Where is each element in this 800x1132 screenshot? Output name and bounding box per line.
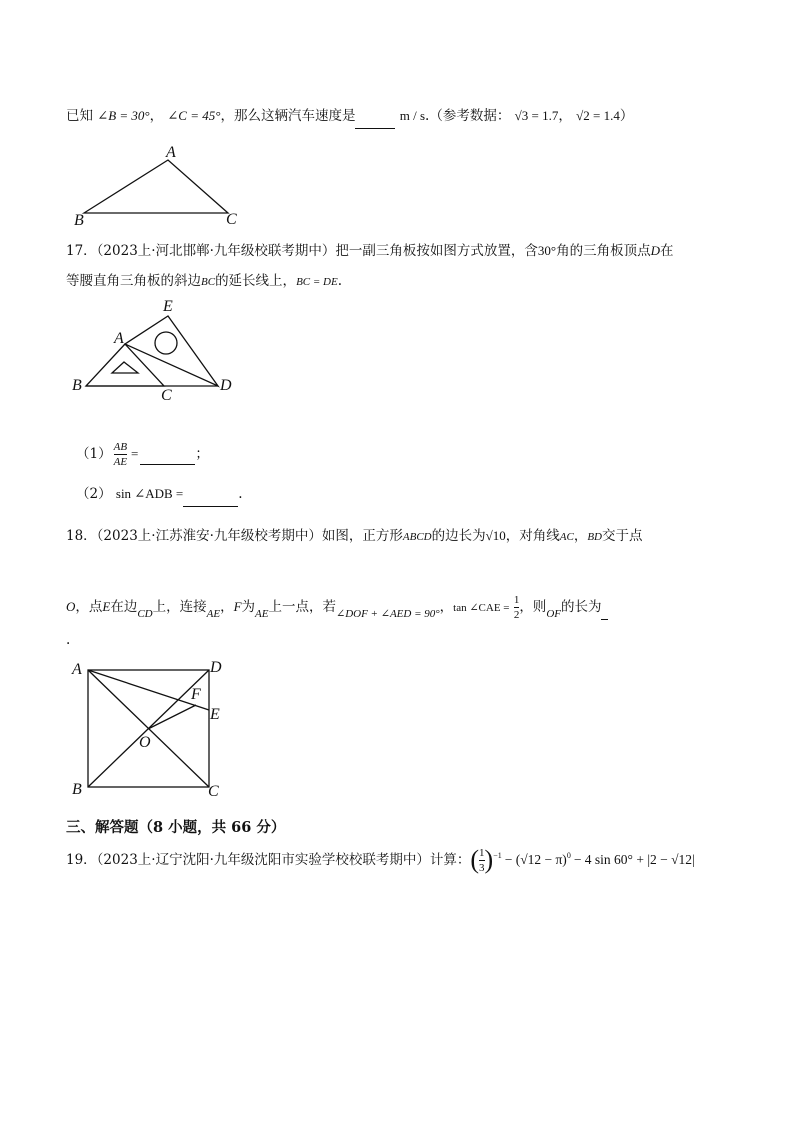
tan-cae: tan ∠CAE = xyxy=(453,602,510,614)
fraction-one-half: $\frac{1}{2}$ xyxy=(513,594,520,621)
q18-line2: O，点E在边$_{CD}$上，连接$_{AE}$，F为$_{AE}$上一点，若$_{\angle DOF + \angle AED = 90^\circ}$，tan ∠CAE = $\frac{1}{2}$ ，则$_{OF}$的长为 xyxy=(66,593,608,624)
fig18-label-d: D xyxy=(210,659,222,676)
segment-bc: BC xyxy=(201,276,216,288)
diagonal-bd: BD xyxy=(587,531,602,543)
fig17-label-b: B xyxy=(72,377,82,394)
segment-ae-2: AE xyxy=(255,608,269,620)
fig18-label-c: C xyxy=(208,783,219,800)
q17-line2: 等腰直角三角板的斜边BC的延长线上，BC = DE. xyxy=(66,273,343,289)
fig18-label-a: A xyxy=(72,661,82,678)
sin-adb: sin ∠ADB = xyxy=(115,486,184,501)
angle-condition: ∠DOF + ∠AED = 90° xyxy=(335,608,440,620)
fig16-label-a: A xyxy=(166,144,176,161)
segment-of: OF xyxy=(546,608,561,620)
fig16-label-c: C xyxy=(226,211,237,228)
q17-sub2: （2） sin ∠ADB = . xyxy=(76,484,243,507)
fig17-label-e: E xyxy=(163,298,173,315)
condition-bc-de: BC = DE xyxy=(296,276,338,288)
degree-30: 30° xyxy=(537,243,557,258)
side-cd: CD xyxy=(137,608,153,620)
angle-c-condition: ∠C = 45° xyxy=(167,108,221,123)
diagonal-ac: AC xyxy=(559,531,574,543)
section-heading: 三、解答题（8 小题，共 66 分） xyxy=(66,819,286,836)
segment-ae: AE xyxy=(206,608,221,620)
q18-line1: 18．（2023上·江苏淮安·九年级校考期中）如图，正方形ABCD的边长为√10，对角线AC，BD交于点 xyxy=(66,528,643,544)
reference-sqrt3: √3 = 1.7 xyxy=(514,108,559,123)
fig18-label-f: F xyxy=(191,686,201,703)
reference-sqrt2: √2 = 1.4 xyxy=(576,108,620,123)
fraction-ab-ae: $\frac{AB}{AE}$ xyxy=(113,440,128,468)
q17-sub1: （1） $\frac{AB}{AE}$ = ； xyxy=(76,440,209,468)
angle-b-condition: ∠B = 30° xyxy=(97,108,150,123)
fig18-label-b: B xyxy=(72,781,82,798)
fig18-label-o: O xyxy=(139,734,151,751)
fig17-label-d: D xyxy=(220,377,232,394)
side-sqrt10: √10 xyxy=(485,528,506,543)
q19-line: 19．（2023上·辽宁沈阳·九年级沈阳市实验学校校联考期中）计算： ( $\frac{1}{3}$ ) $^{-1}$ − (√12 − π) $^0$ − 4 sin 60° + |2 − √12| xyxy=(66,845,695,874)
point-d: D xyxy=(650,243,660,258)
fraction-one-third: $\frac{1}{3}$ xyxy=(479,846,485,874)
q19-expression: ( $\frac{1}{3}$ ) $^{-1}$ − (√12 − π) $^0$ − 4 sin 60° + |2 − √12| xyxy=(470,845,695,874)
fig18-label-e: E xyxy=(210,706,220,723)
q17-line1: 17．（2023上·河北邯郸·九年级校联考期中）把一副三角板按如图方式放置，含30°角的三角板顶点D在 xyxy=(66,243,674,259)
q18-line3: . xyxy=(66,632,71,648)
fig17-label-a: A xyxy=(114,330,124,347)
unit: m / s xyxy=(399,108,426,123)
q16-text: 已知 ∠B = 30°， ∠C = 45°，那么这辆汽车速度是 m / s.（参考数据： √3 = 1.7， √2 = 1.4） xyxy=(66,106,633,129)
fig17-label-c: C xyxy=(161,387,172,404)
square-abcd: ABCD xyxy=(402,531,432,543)
fig16-label-b: B xyxy=(74,212,84,229)
